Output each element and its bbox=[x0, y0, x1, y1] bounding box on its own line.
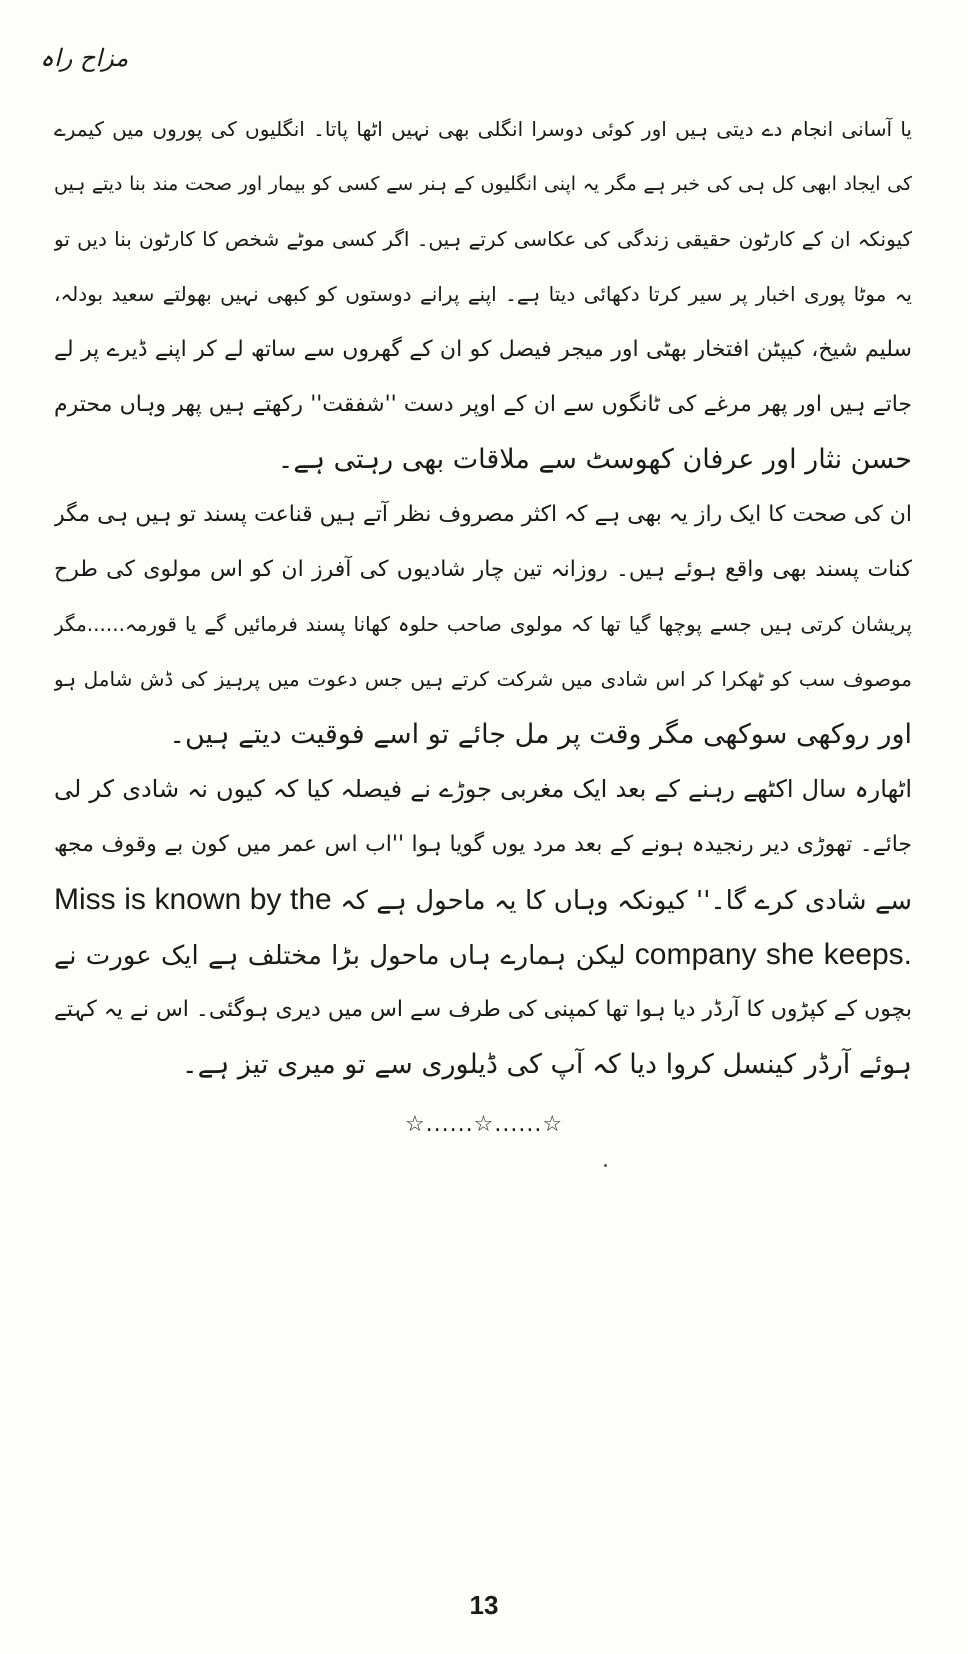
text-line: بچوں کے کپڑوں کا آرڈر دیا ہوا تھا کمپنی کی طرف سے اس میں دیری ہوگئی۔ اس نے یہ کہتے bbox=[54, 997, 912, 1022]
text-line: پریشان کرتی ہیں جسے پوچھا گیا تھا کہ مولوی صاحب حلوہ کھانا پسند فرمائیں گے یا قورمہ......مگر bbox=[54, 612, 912, 636]
section-separator: ☆......☆......☆ bbox=[404, 1112, 564, 1137]
text-line: ہوئے آرڈر کینسل کروا دیا کہ آپ کی ڈیلوری سے تو میری تیز ہے۔ bbox=[181, 1049, 912, 1080]
text-line: کنات پسند بھی واقع ہوئے ہیں۔ روزانہ تین چار شادیوں کی آفرز ان کو اس مولوی کی طرح bbox=[54, 557, 912, 582]
text-line: جاتے ہیں اور پھر مرغے کی ٹانگوں سے ان کے اوپر دست ''شفقت'' رکھتے ہیں پھر وہاں محترم bbox=[54, 392, 912, 417]
text-line: موصوف سب کو ٹھکرا کر اس شادی میں شرکت کرتے ہیں جس دعوت میں پرہیز کی ڈش شامل ہو bbox=[54, 667, 912, 691]
page-number: 13 bbox=[469, 1590, 499, 1620]
scan-speck bbox=[604, 1164, 607, 1167]
text-line: ان کی صحت کا ایک راز یہ بھی ہے کہ اکثر مصروف نظر آتے ہیں قناعت پسند تو ہیں ہی مگر bbox=[54, 502, 912, 527]
text-line-with-english bbox=[54, 927, 912, 982]
text-line: جائے۔ تھوڑی دیر رنجیدہ ہونے کے بعد مرد یوں گویا ہوا ''اب اس عمر میں کون بے وقوف مجھ bbox=[54, 832, 912, 857]
text-line-with-english bbox=[54, 872, 912, 927]
text-line: سلیم شیخ، کیپٹن افتخار بھٹی اور میجر فیصل کو ان کے گھروں سے ساتھ لے کر اپنے ڈیرے پر لے bbox=[54, 337, 912, 362]
text-line: کی ایجاد ابھی کل ہی کی خبر ہے مگر یہ اپنی انگلیوں کے ہنر سے کسی کو بیمار اور صحت مند بنا دیتے ہیں bbox=[54, 173, 912, 195]
english-phrase-part1: Miss is known by the bbox=[54, 883, 332, 916]
text-line: یہ موٹا پوری اخبار پر سیر کرتا دکھائی دیتا ہے۔ اپنے پرانے دوستوں کو کبھی نہیں بھولتے سعید بودلہ، bbox=[54, 282, 912, 306]
body-text bbox=[54, 102, 912, 1092]
text-line: کیونکہ ان کے کارٹون حقیقی زندگی کی عکاسی کرتے ہیں۔ اگر کسی موٹے شخص کا کارٹون بنا دیں تو bbox=[54, 227, 912, 251]
text-line: حسن نثار اور عرفان کھوسٹ سے ملاقات بھی رہتی ہے۔ bbox=[277, 444, 912, 475]
text-line: اٹھارہ سال اکٹھے رہنے کے بعد ایک مغربی جوڑے نے فیصلہ کیا کہ کیوں نہ شادی کر لی bbox=[54, 775, 912, 803]
text-line: اور روکھی سوکھی مگر وقت پر مل جائے تو اسے فوقیت دیتے ہیں۔ bbox=[169, 719, 912, 750]
running-title: مزاح راہ bbox=[40, 44, 129, 72]
urdu-segment: لیکن ہمارے ہاں ماحول بڑا مختلف ہے ایک عورت نے bbox=[54, 941, 626, 971]
text-line: یا آسانی انجام دے دیتی ہیں اور کوئی دوسرا انگلی بھی نہیں اٹھا پاتا۔ انگلیوں کی پوروں میں کیمرے bbox=[54, 117, 912, 141]
english-phrase-part2: company she keeps. bbox=[634, 938, 912, 971]
urdu-segment: سے شادی کرے گا۔'' کیونکہ وہاں کا یہ ماحول ہے کہ bbox=[340, 886, 912, 916]
